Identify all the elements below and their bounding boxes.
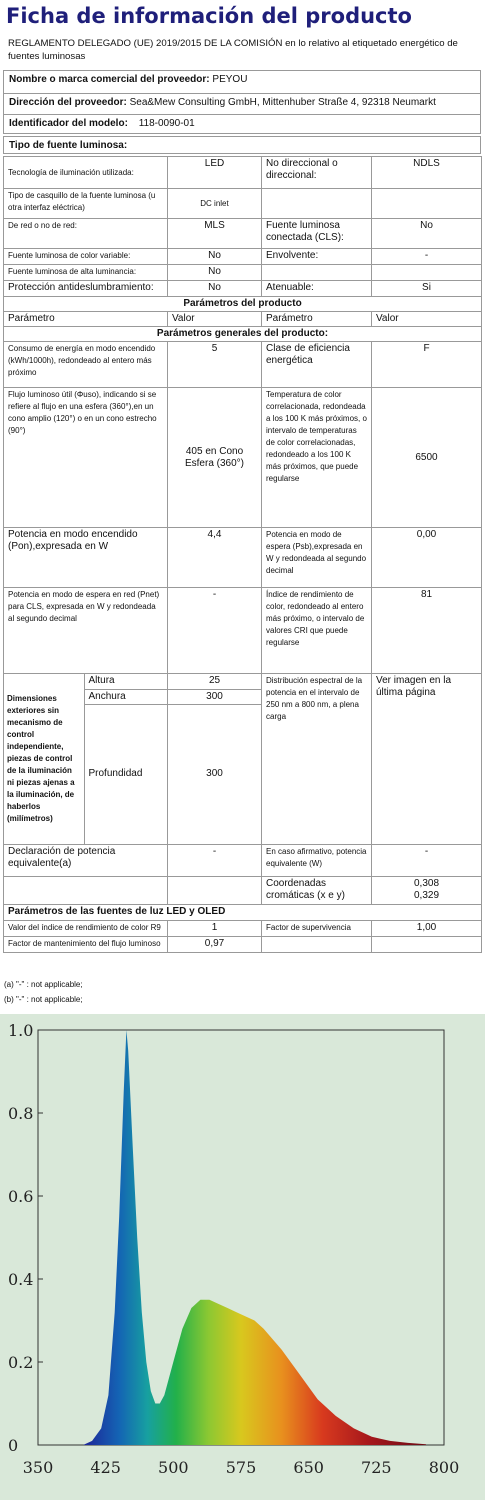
color-tunable-label: Fuente luminosa de color variable: xyxy=(4,249,168,265)
networked-standby-value: - xyxy=(168,588,262,674)
color-tunable-value: No xyxy=(168,249,262,265)
supplier-value: PEYOU xyxy=(212,74,248,85)
empty-cell xyxy=(372,937,482,953)
footnote-a: (a) "-" : not applicable; xyxy=(4,980,83,989)
color-temperature-label: Temperatura de color correlacionada, redondeada a los 100 K más próximos, o intervalo de temperaturas de color correlacionadas, redondeado a los 100 K más próximos, que puede regularse xyxy=(262,388,372,528)
y-tick-label: 0.2 xyxy=(8,1353,34,1372)
survival-factor-value: 1,00 xyxy=(372,921,482,937)
height-label: Altura xyxy=(84,674,167,689)
spectral-distribution-value: Ver imagen en la última página xyxy=(372,674,482,845)
directional-value: NDLS xyxy=(372,157,482,189)
param-col-header: Parámetro xyxy=(262,312,372,327)
model-value: 118-0090-01 xyxy=(138,118,195,129)
standby-power-label: Potencia en modo de espera (Psb),expresada en W y redondeada al segundo decimal xyxy=(262,528,372,588)
tech-value: LED xyxy=(168,157,262,189)
survival-factor-label: Factor de supervivencia xyxy=(262,921,372,937)
anti-glare-label: Protección antideslumbramiento: xyxy=(4,281,168,297)
led-params-header: Parámetros de las fuentes de luz LED y OLED xyxy=(4,905,482,921)
address-label: Dirección del proveedor: xyxy=(9,97,127,108)
height-value: 25 xyxy=(168,674,261,689)
source-type-row xyxy=(3,136,481,154)
cri-label: Índice de rendimiento de color, redondeado al entero más próximo, o intervalo de valores CRI que puede regularse xyxy=(262,588,372,674)
high-luminance-value: No xyxy=(168,265,262,281)
model-row xyxy=(3,114,481,134)
cls-value: No xyxy=(372,219,482,249)
cri-value: 81 xyxy=(372,588,482,674)
cap-type-value: DC inlet xyxy=(168,189,262,219)
dimensions-values-cell xyxy=(168,674,262,845)
x-tick-label: 650 xyxy=(293,1458,324,1477)
dimmable-label: Atenuable: xyxy=(262,281,372,297)
footnote-b: (b) "-" : not applicable; xyxy=(4,995,83,1004)
mains-value: MLS xyxy=(168,219,262,249)
depth-label: Profundidad xyxy=(88,768,143,780)
regulation-subtitle: REGLAMENTO DELEGADO (UE) 2019/2015 DE LA COMISIÓN en lo relativo al etiquetado energético de fuentes luminosas xyxy=(8,38,458,62)
energy-consumption-value: 5 xyxy=(168,342,262,388)
width-value: 300 xyxy=(168,689,261,704)
energy-consumption-label: Consumo de energía en modo encendido (kWh/1000h), redondeado al entero más próximo xyxy=(4,342,168,388)
color-temperature-value: 6500 xyxy=(372,388,482,528)
r9-label: Valor del índice de rendimiento de color R9 xyxy=(4,921,168,937)
source-type-label: Tipo de fuente luminosa: xyxy=(9,140,128,151)
luminous-flux-label: Flujo luminoso útil (Φuso), indicando si se refiere al flujo en una esfera (360°),en un cono amplio (120°) o en un cono estrecho (90°) xyxy=(4,388,168,528)
cls-label: Fuente luminosa conectada (CLS): xyxy=(262,219,372,249)
x-tick-label: 425 xyxy=(90,1458,121,1477)
equivalent-power-label: Declaración de potencia equivalente(a) xyxy=(4,845,168,877)
model-label: Identificador del modelo: xyxy=(9,118,128,129)
y-tick-label: 0 xyxy=(8,1436,19,1455)
x-tick-label: 500 xyxy=(158,1458,189,1477)
chromaticity-y: 0,329 xyxy=(413,890,440,901)
efficiency-class-label: Clase de eficiencia energética xyxy=(262,342,372,388)
value-col-header: Valor xyxy=(168,312,262,327)
param-col-header: Parámetro xyxy=(4,312,168,327)
lumen-maintenance-value: 0,97 xyxy=(168,937,262,953)
supplier-label: Nombre o marca comercial del proveedor: xyxy=(9,74,210,85)
x-tick-label: 575 xyxy=(225,1458,257,1477)
x-tick-label: 800 xyxy=(428,1458,460,1477)
spectral-distribution-label: Distribución espectral de la potencia en el intervalo de 250 nm a 800 nm, a plena carga xyxy=(262,674,372,845)
y-tick-label: 0.6 xyxy=(8,1187,34,1206)
spectrum-chart xyxy=(0,1014,485,1500)
empty-cell xyxy=(4,877,168,905)
x-tick-label: 725 xyxy=(361,1458,392,1477)
tech-label: Tecnología de iluminación utilizada: xyxy=(4,157,168,189)
x-tick-label: 350 xyxy=(22,1458,54,1477)
supplier-row xyxy=(3,70,481,94)
depth-value: 300 xyxy=(206,768,223,780)
empty-cell xyxy=(262,265,372,281)
mains-label: De red o no de red: xyxy=(4,219,168,249)
empty-cell xyxy=(262,189,372,219)
networked-standby-label: Potencia en modo de espera en red (Pnet) para CLS, expresada en W y redondeada al segundo decimal xyxy=(4,588,168,674)
equivalent-power-w-label: En caso afirmativo, potencia equivalente (W) xyxy=(262,845,372,877)
address-row xyxy=(3,93,481,115)
chromaticity-value xyxy=(372,877,482,905)
equivalent-power-value: - xyxy=(168,845,262,877)
high-luminance-label: Fuente luminosa de alta luminancia: xyxy=(4,265,168,281)
general-params-header: Parámetros generales del producto: xyxy=(4,327,482,342)
r9-value: 1 xyxy=(168,921,262,937)
equivalent-power-w-value: - xyxy=(372,845,482,877)
chromaticity-x: 0,308 xyxy=(413,878,440,889)
value-col-header: Valor xyxy=(372,312,482,327)
on-mode-power-value: 4,4 xyxy=(168,528,262,588)
empty-cell xyxy=(372,189,482,219)
envelope-label: Envolvente: xyxy=(262,249,372,265)
empty-cell xyxy=(168,877,262,905)
dimmable-value: Si xyxy=(372,281,482,297)
product-params-header: Parámetros del producto xyxy=(4,297,482,312)
cap-type-label: Tipo de casquillo de la fuente luminosa (u otra interfaz eléctrica) xyxy=(4,189,168,219)
anti-glare-value: No xyxy=(168,281,262,297)
width-label: Anchura xyxy=(84,689,167,704)
lumen-maintenance-label: Factor de mantenimiento del flujo luminoso xyxy=(4,937,168,953)
dimensions-label: Dimensiones exteriores sin mecanismo de control independiente, piezas de control de la iluminación ni piezas ajenas a la iluminación, de haberlos (milímetros) xyxy=(4,674,84,844)
on-mode-power-label: Potencia en modo encendido (Pon),expresada en W xyxy=(4,528,168,588)
empty-cell xyxy=(262,937,372,953)
y-tick-label: 1.0 xyxy=(8,1021,34,1040)
efficiency-class-value: F xyxy=(372,342,482,388)
product-info-table xyxy=(3,156,482,953)
empty-cell xyxy=(372,265,482,281)
y-tick-label: 0.4 xyxy=(8,1270,34,1289)
directional-label: No direccional o direccional: xyxy=(262,157,372,189)
address-value: Sea&Mew Consulting GmbH, Mittenhuber Straße 4, 92318 Neumarkt xyxy=(129,97,436,108)
page-title: Ficha de información del producto xyxy=(6,4,412,28)
luminous-flux-value: 405 en Cono Esfera (360°) xyxy=(168,388,262,528)
chromaticity-label: Coordenadas cromáticas (x e y) xyxy=(262,877,372,905)
dimensions-cell xyxy=(4,674,168,845)
standby-power-value: 0,00 xyxy=(372,528,482,588)
y-tick-label: 0.8 xyxy=(8,1104,34,1123)
envelope-value: - xyxy=(372,249,482,265)
